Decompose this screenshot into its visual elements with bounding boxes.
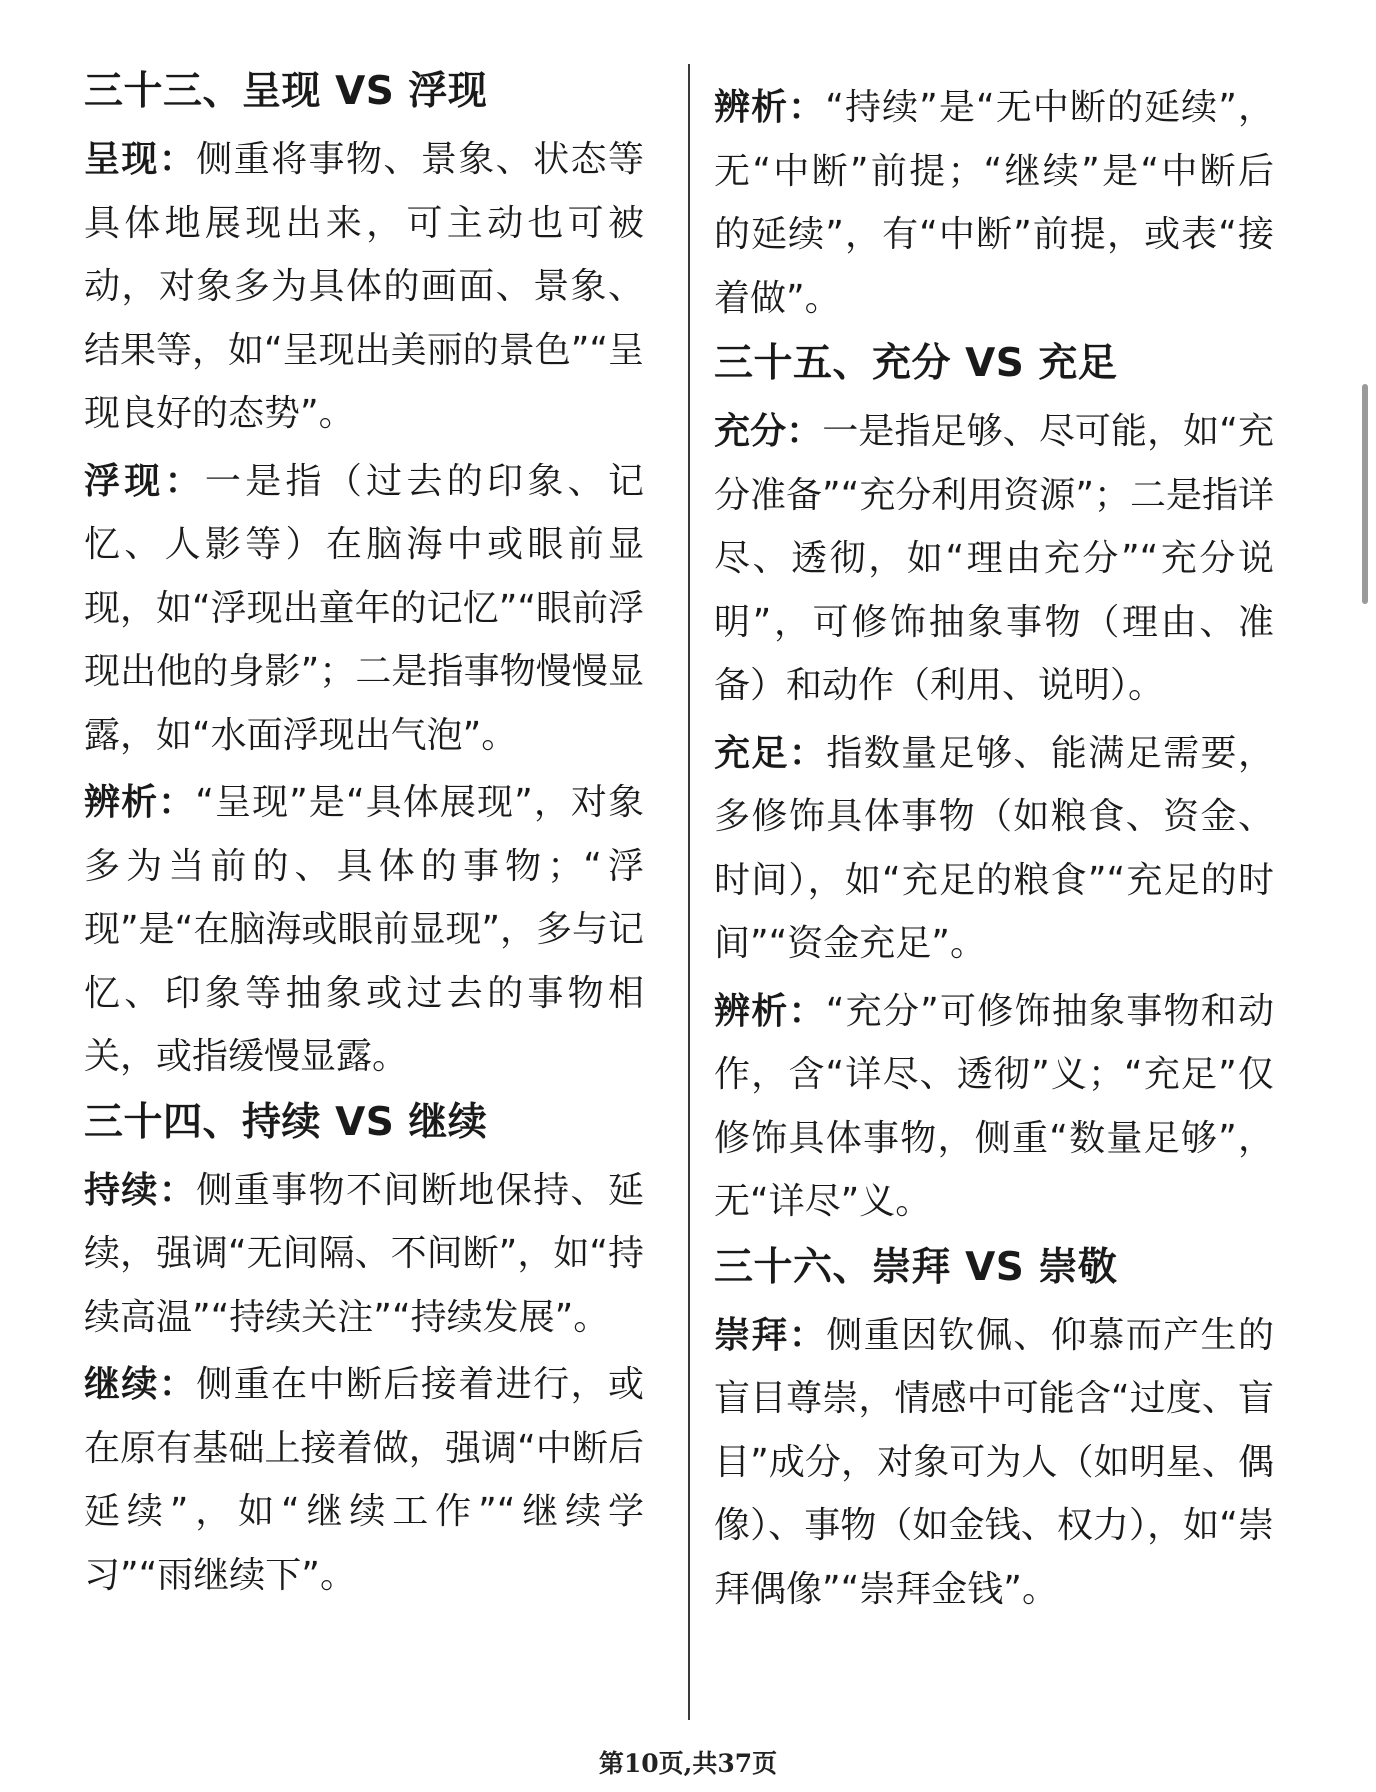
entry-chengxian xyxy=(84,128,644,446)
entry-term: 辨析： xyxy=(714,990,826,1032)
entry-analysis-34 xyxy=(714,76,1274,330)
entry-text: 侧重在中断后接着进行，或在原有基础上接着做，强调“中断后延续”，如“继续工作”“继续学习”“雨继续下”。 xyxy=(84,1364,644,1596)
entry-term: 崇拜： xyxy=(714,1314,827,1356)
entry-term: 继续： xyxy=(84,1364,197,1405)
section-heading-36: 三十六、崇拜 VS 崇敬 xyxy=(714,1244,1118,1290)
entry-chongzu xyxy=(714,722,1274,976)
entry-term: 充分： xyxy=(714,411,823,452)
entry-term: 浮现： xyxy=(84,460,205,502)
entry-term: 呈现： xyxy=(84,139,197,180)
entry-text: 指数量足够、能满足需要，多修饰具体事物（如粮食、资金、时间），如“充足的粮食”“充足的时间”“资金充足”。 xyxy=(714,732,1274,964)
entry-text: 一是指（过去的印象、记忆、人影等）在脑海中或眼前显现，如“浮现出童年的记忆”“眼前浮现出他的身影”；二是指事物慢慢显露，如“水面浮现出气泡”。 xyxy=(84,460,644,756)
section-heading-33: 三十三、呈现 VS 浮现 xyxy=(84,69,488,114)
left-column xyxy=(84,62,644,1611)
entry-text: “充分”可修饰抽象事物和动作，含“详尽、透彻”义；“充足”仅修饰具体事物，侧重“数量足够”，无“详尽”义。 xyxy=(714,990,1274,1222)
entry-text: “呈现”是“具体展现”，对象多为当前的、具体的事物；“浮现”是“在脑海或眼前显现”，多与记忆、印象等抽象或过去的事物相关，或指缓慢显露。 xyxy=(84,782,644,1077)
right-column xyxy=(714,76,1274,1625)
section-heading-34: 三十四、持续 VS 继续 xyxy=(84,1099,488,1145)
entry-chongfen xyxy=(714,400,1274,718)
entry-term: 充足： xyxy=(714,732,827,774)
entry-fuxian xyxy=(84,450,644,768)
entry-analysis-35 xyxy=(714,980,1274,1234)
entry-jixu xyxy=(84,1353,644,1607)
entry-text: “持续”是“无中断的延续”，无“中断”前提；“继续”是“中断后的延续”，有“中断”前提，或表“接着做”。 xyxy=(714,87,1274,319)
entry-text: 侧重事物不间断地保持、延续，强调“无间隔、不间断”，如“持续高温”“持续关注”“持续发展”。 xyxy=(84,1169,644,1338)
entry-chongbai xyxy=(714,1304,1274,1622)
entry-term: 持续： xyxy=(84,1169,197,1211)
entry-term: 辨析： xyxy=(84,782,196,823)
entry-analysis-33 xyxy=(84,771,644,1089)
column-divider xyxy=(688,64,690,1720)
entry-text: 一是指足够、尽可能，如“充分准备”“充分利用资源”；二是指详尽、透彻，如“理由充分”“充分说明”，可修饰抽象事物（理由、准备）和动作（利用、说明）。 xyxy=(714,411,1274,706)
scrollbar-thumb[interactable] xyxy=(1362,384,1368,604)
entry-chixu xyxy=(84,1159,644,1350)
section-heading-35: 三十五、充分 VS 充足 xyxy=(714,341,1118,386)
page-number-footer: 第10页,共37页 xyxy=(598,1749,778,1778)
entry-term: 辨析： xyxy=(714,87,826,128)
entry-text: 侧重将事物、景象、状态等具体地展现出来，可主动也可被动，对象多为具体的画面、景象、结果等，如“呈现出美丽的景色”“呈现良好的态势”。 xyxy=(84,139,644,434)
entry-text: 侧重因钦佩、仰慕而产生的盲目尊崇，情感中可能含“过度、盲目”成分，对象可为人（如明星、偶像）、事物（如金钱、权力），如“崇拜偶像”“崇拜金钱”。 xyxy=(714,1314,1274,1610)
